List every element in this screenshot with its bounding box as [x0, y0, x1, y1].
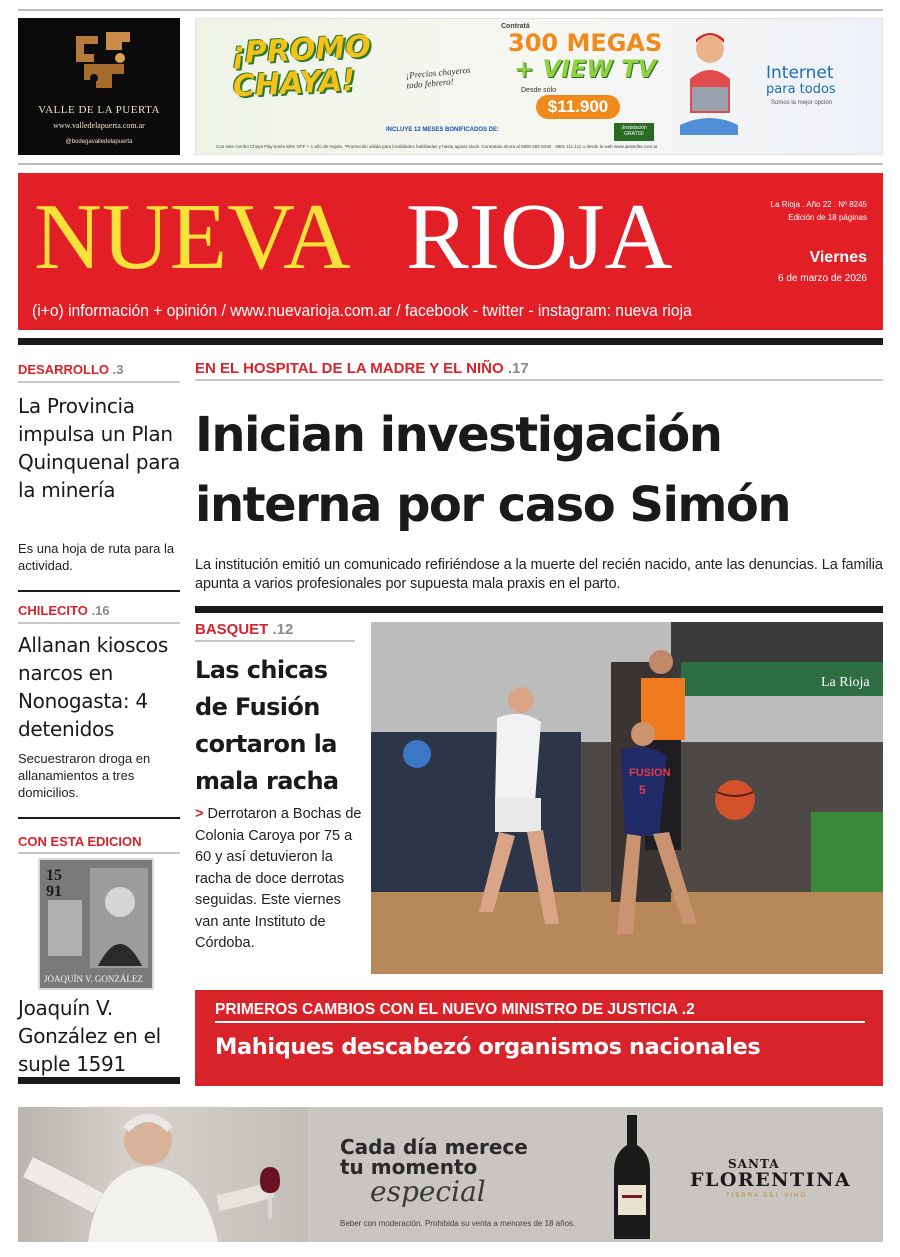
main-story-bottom-rule: [195, 606, 883, 613]
supplement-cover-image[interactable]: [38, 858, 154, 990]
main-headline-line2: interna por caso Simón: [195, 477, 791, 533]
promo-fine-print: Con este combo Chaya Flay tenés 50% OFF + 1 año de regalo. *Promoción válida para localidades habilitadas y hasta agotar stock. Contratalo ahora al 0800 585 8436 · 3881 111 111 o desde la web www.ipastelito.com.ar: [216, 144, 658, 149]
promo-desde: Desde sólo: [521, 87, 557, 94]
valle-url: www.valledelapuerta.com.ar: [53, 121, 145, 130]
promo-megas: 300 MEGAS: [508, 29, 663, 57]
story2-section-kicker[interactable]: [18, 603, 110, 618]
story3-section-kicker[interactable]: CON ESTA EDICION: [18, 834, 142, 849]
justice-headline: Mahiques descabezó organismos nacionales: [215, 1034, 761, 1060]
valle-name: VALLE DE LA PUERTA: [38, 104, 160, 116]
promo-contrata: Contratá: [501, 23, 530, 30]
valle-logo-icon: [70, 28, 138, 94]
main-story-deck: La institución emitió un comunicado refiriéndose a la muerte del recién nacido, ante las denuncias. La familia apunta a varios profesionales por supuesta mala praxis en el parto.: [195, 557, 883, 592]
supplement-portrait-icon: [40, 860, 152, 988]
basketball-photo[interactable]: [371, 622, 883, 974]
story1-summary: Es una hoja de ruta para la actividad.: [18, 541, 175, 573]
masthead: [18, 173, 883, 330]
person-laptop-icon: [674, 27, 744, 145]
story3-kicker-rule: [18, 852, 180, 854]
story2-section: CHILECITO: [18, 603, 88, 618]
masthead-issue-info: La Rioja . Año 22 . Nº 8245: [770, 200, 867, 209]
sports-kicker-rule: [195, 640, 355, 642]
wine-brand-tagline: TIERRA DEL VINO: [726, 1193, 808, 1199]
arrow-right-icon: >: [195, 806, 204, 822]
cover-caption: JOAQUÍN V. GONZÁLEZ: [44, 974, 143, 984]
justice-section-kicker: [215, 1001, 695, 1019]
justice-page: .2: [681, 1001, 695, 1018]
santa-florentina-ad[interactable]: [18, 1107, 883, 1242]
sports-headline[interactable]: Las chicas de Fusión cortaron la mala racha: [195, 656, 339, 795]
main-story-page: .17: [507, 360, 529, 377]
promo-brand-internet: Internet: [766, 63, 834, 83]
left-column-bottom-rule: [18, 1077, 180, 1084]
promo-chaya-ad[interactable]: [195, 18, 883, 155]
masthead-pages-info: Edición de 18 páginas: [788, 213, 867, 222]
wine-brand-florentina: FLORENTINA: [690, 1169, 852, 1191]
promo-subtitle: ¡Precios chayeros todo febrero!: [405, 64, 471, 91]
masthead-bottom-rule: [18, 338, 883, 345]
justice-story-box[interactable]: [195, 990, 883, 1086]
wine-ad-line1: Cada día merece: [340, 1135, 528, 1159]
photo-banner-text: La Rioja: [821, 675, 870, 690]
promo-title: ¡PROMO CHAYA!: [230, 29, 372, 105]
masthead-tagline: (i+o) información + opinión / www.nuevarioja.com.ar / facebook - twitter - instagram: nueva rioja: [32, 301, 692, 320]
promo-slogan: Somos la mejor opción: [771, 100, 833, 106]
valle-social: @bodegavalledelapuerta: [65, 139, 133, 145]
main-headline-line1: Inician investigación: [195, 407, 722, 463]
promo-gratis-badge: ¡Instalación GRATIS!: [614, 123, 654, 141]
masthead-date: 6 de marzo de 2026: [778, 273, 867, 284]
story1-section-kicker[interactable]: [18, 362, 123, 377]
story2-headline[interactable]: Allanan kioscos narcos en Nonogasta: 4 detenidos: [18, 633, 168, 741]
story2-page: .16: [91, 603, 110, 618]
main-story-section: EN EL HOSPITAL DE LA MADRE Y EL NIÑO: [195, 360, 504, 377]
cover-number-top: 15: [46, 867, 62, 884]
cover-number-bottom: 91: [46, 883, 62, 900]
main-story-section-kicker[interactable]: [195, 360, 529, 377]
sports-section-kicker[interactable]: [195, 621, 293, 638]
justice-section: PRIMEROS CAMBIOS CON EL NUEVO MINISTRO DE JUSTICIA: [215, 1001, 678, 1018]
story1-divider: [18, 590, 180, 592]
story3-headline[interactable]: Joaquín V. González en el suple 1591: [18, 996, 161, 1076]
story1-section: DESARROLLO: [18, 362, 109, 377]
wine-bottle-icon: [612, 1115, 652, 1239]
wine-ad-fine-print: Beber con moderación. Prohibida su venta a menores de 18 años.: [340, 1219, 576, 1228]
top-rule: [18, 9, 883, 11]
story2-kicker-rule: [18, 622, 180, 624]
photo-jersey-text: FUSION: [629, 767, 671, 779]
masthead-day: Viernes: [809, 249, 867, 266]
wine-ad-line3: especial: [370, 1175, 486, 1208]
story2-summary: Secuestraron droga en allanamientos a tres domicilios.: [18, 751, 151, 800]
story1-page: .3: [112, 362, 124, 377]
photo-jersey-number: 5: [639, 783, 646, 797]
valle-de-la-puerta-ad[interactable]: [18, 18, 180, 155]
main-story-headline[interactable]: [195, 400, 885, 540]
justice-kicker-rule: [215, 1021, 865, 1023]
sports-section: BASQUET: [195, 621, 269, 638]
story2-divider: [18, 817, 180, 819]
promo-viewtv: + VIEW TV: [514, 55, 657, 83]
story1-kicker-rule: [18, 381, 180, 383]
ad-man-photo: [18, 1107, 308, 1242]
masthead-title-rioja: RIOJA: [406, 185, 673, 289]
basketball-scene-icon: [371, 622, 883, 974]
masthead-top-rule: [18, 163, 883, 165]
wine-brand-santa: SANTA: [728, 1157, 780, 1171]
masthead-title-nueva: NUEVA: [34, 185, 351, 289]
sports-page: .12: [272, 621, 294, 638]
promo-price: $11.900: [536, 95, 620, 119]
promo-brand-paratodos: para todos: [766, 82, 836, 97]
wine-ad-line2: tu momento: [340, 1155, 478, 1179]
promo-incluye: INCLUYE 12 MESES BONIFICADOS DE:: [386, 127, 500, 133]
main-story-kicker-rule: [195, 379, 883, 381]
man-with-wine-icon: [18, 1107, 308, 1242]
story1-headline[interactable]: La Provincia impulsa un Plan Quinquenal para la minería: [18, 394, 181, 502]
sports-deck: [195, 804, 367, 955]
sports-deck-text: Derrotaron a Bochas de Colonia Caroya por 75 a 60 y así detuvieron la racha de doce derrotas seguidas. Este viernes van ante Instituto de Córdoba.: [195, 806, 362, 951]
